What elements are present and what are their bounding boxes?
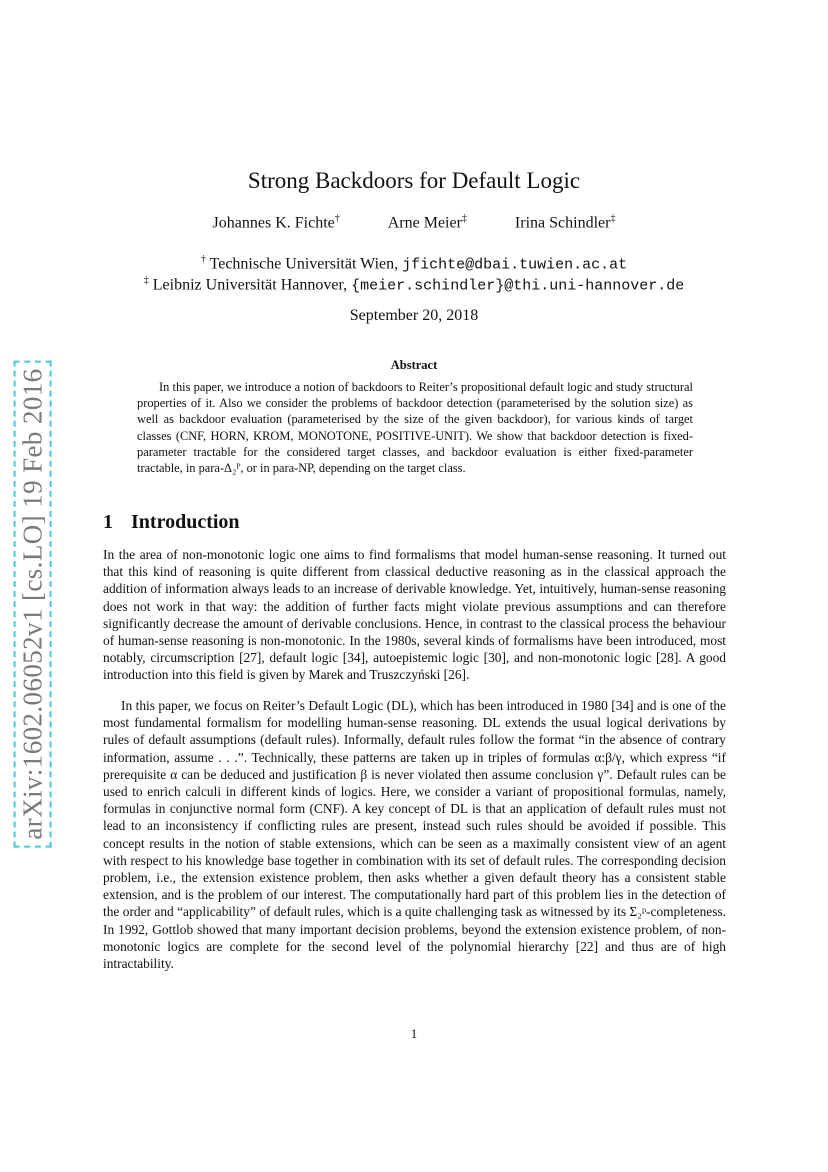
paper-title: Strong Backdoors for Default Logic	[247, 168, 581, 193]
affiliation: † Technische Universität Wien, jfichte@dbai.tuwien.ac.at	[200, 254, 628, 274]
arxiv-id: arXiv:1602.06052v1 [cs.LO] 19 Feb 2016	[14, 360, 52, 847]
author: Irina Schindler‡	[514, 213, 616, 232]
arxiv-watermark	[13, 336, 53, 872]
affiliation: ‡ Leibniz Universität Hannover, {meier.schindler}@thi.uni-hannover.de	[143, 275, 685, 295]
abstract-heading: Abstract	[390, 358, 438, 372]
section-heading	[103, 511, 240, 534]
email: jfichte@dbai.tuwien.ac.at	[402, 256, 628, 274]
author-list	[0, 213, 828, 232]
paper-date: September 20, 2018	[349, 307, 479, 324]
section-number: 1	[103, 511, 113, 533]
author: Arne Meier‡	[387, 213, 467, 232]
body-paragraph: In this paper, we focus on Reiter’s Default Logic (DL), which has been introduced in 1980 [34] and is one of the most fundamental formalism for modelling human-sense reasoning. DL extends the usual logical derivations by rules of default assumptions (default rules). Informally, default rules follow the format “in the absence of contrary information, assume . . .”. Technically, these patterns are taken up in triples of formulas α:β/γ, which express “if prerequisite α can be deduced and justification β is never violated then assume conclusion γ”. Default rules can be used to enrich calculi in different kinds of logics. Here, we consider a variant of propositional formulas, namely, formulas in conjunctive normal form (CNF). A key concept of DL is that an application of default rules must not lead to an inconsistency if conflicting rules are present, instead such rules should be avoided if possible. This concept results in the notion of stable extensions, which can be seen as a maximally consistent view of an agent with respect to his knowledge base together in combination with its set of default rules. The corresponding decision problem, i.e., the extension existence problem, then asks whether a given default theory has a consistent stable extension, and is the problem of our interest. The computationally hard part of this problem lies in the detection of the order and “applicability” of default rules, which is a quite challenging task as witnessed by its Σ₂ᵖ-completeness. In 1992, Gottlob showed that many important decision problems, beyond the extension existence problem, of non-monotonic logics are complete for the second level of the polynomial hierarchy [22] and thus are of high intractability.	[103, 698, 726, 972]
page-number: 1	[410, 1026, 418, 1041]
body-paragraph: In the area of non-monotonic logic one aims to find formalisms that model human-sense reasoning. It turned out that this kind of reasoning is quite different from classical deductive reasoning as in the classical approach the addition of information always leads to an increase of derivable knowledge. Yet, intuitively, human-sense reasoning does not work in that way: the addition of further facts might violate previous assumptions and can therefore significantly decrease the amount of derivable conclusions. Hence, in contrast to the classical process the behaviour of human-sense reasoning is non-monotonic. In the 1980s, several kinds of formalisms have been introduced, most notably, circumscription [27], default logic [34], autoepistemic logic [30], and non-monotonic logic [28]. A good introduction into this field is given by Marek and Truszczyński [26].	[103, 547, 726, 683]
email: {meier.schindler}@thi.uni-hannover.de	[351, 277, 685, 295]
section-title: Introduction	[131, 511, 240, 533]
author: Johannes K. Fichte†	[212, 213, 340, 232]
abstract-text: In this paper, we introduce a notion of backdoors to Reiter’s propositional default logic and study structural properties of it. Also we consider the problems of backdoor detection (parameterised by the solution size) as well as backdoor evaluation (parameterised by the size of the given backdoor), for various kinds of target classes (CNF, HORN, KROM, MONOTONE, POSITIVE-UNIT). We show that backdoor detection is fixed-parameter tractable for the considered target classes, and backdoor evaluation is either fixed-parameter tractable, in para-Δ₂ᴾ, or in para-NP, depending on the target class.	[137, 380, 693, 476]
